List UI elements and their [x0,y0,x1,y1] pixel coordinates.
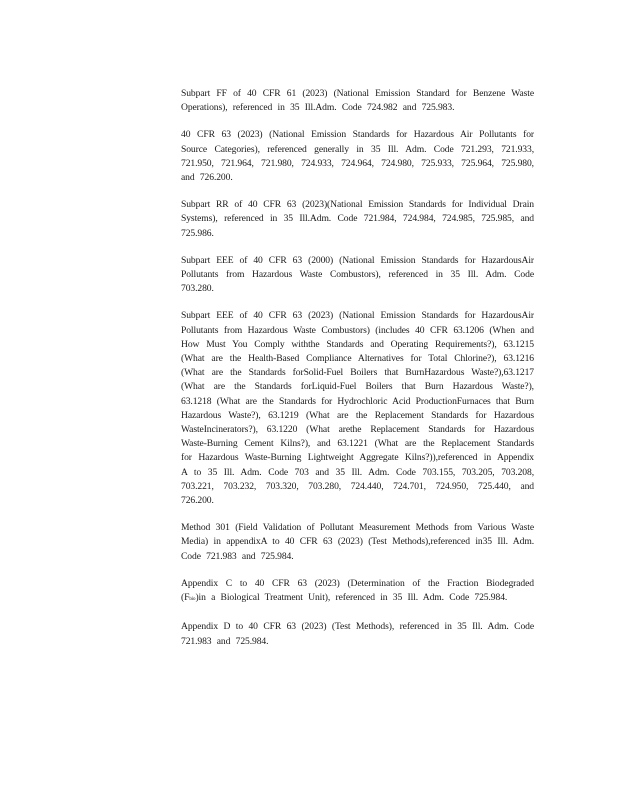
paragraph-subpart-eee-2023: Subpart EEE of 40 CFR 63 (2023) (National Emission Standards for HazardousAir Pollutants from Hazardous Waste Combustors) (includes 40 CFR 63.1206 (When and How Must You Comply withthe Standards and Operating Requirements?), 63.1215 (What are the Health-Based Compliance Alternatives for Total Chlorine?), 63.1216 (What are the Standards forSolid-Fuel Boilers that BurnHazardous Waste?),63.1217 (What are the Standards forLiquid-Fuel Boilers that Burn Hazardous Waste?), 63.1218 (What are the Standards for Hydrochloric Acid ProductionFurnaces that Burn Hazardous Waste?), 63.1219 (What are the Replacement Standards for Hazardous WasteIncinerators?), 63.1220 (What arethe Replacement Standards for Hazardous Waste-Burning Cement Kilns?), and 63.1221 (What are the Replacement Standards for Hazardous Waste-Burning Lightweight Aggregate Kilns?)),referenced in Appendix A to 35 Ill. Adm. Code 703 and 35 Ill. Adm. Code 703.155, 703.205, 703.208, 703.221, 703.232, 703.320, 703.280, 724.440, 724.701, 724.950, 725.440, and 726.200. [181,310,534,507]
appendix-c-text-before: Appendix C to 40 CFR 63 (2023) (Determination of the Fraction Biodegraded (F [181,577,534,604]
appendix-c-text-after: )in a Biological Treatment Unit), referenced in 35 Ill. Adm. Code 725.984. [195,592,508,604]
paragraph-method-301: Method 301 (Field Validation of Pollutant Measurement Methods from Various Waste Media) in appendixA to 40 CFR 63 (2023) (Test Methods),referenced in35 Ill. Adm. Code 721.983 and 725.984. [181,522,534,562]
paragraph-appendix-c [181,577,534,607]
paragraph-subpart-ff: Subpart FF of 40 CFR 61 (2023) (National Emission Standard for Benzene Waste Operations), referenced in 35 Ill.Adm. Code 724.982 and 725.983. [181,88,534,114]
appendix-c-subscript: bio [189,597,196,603]
paragraph-subpart-rr: Subpart RR of 40 CFR 63 (2023)(National Emission Standards for Individual Drain Systems), referenced in 35 Ill.Adm. Code 721.984, 724.984, 724.985, 725.985, and 725.986. [181,199,534,239]
paragraph-40cfr63: 40 CFR 63 (2023) (National Emission Standards for Hazardous Air Pollutants for Source Categories), referenced generally in 35 Ill. Adm. Code 721.293, 721.933, 721.950, 721.964, 721.980, 724.933, 724.964, 724.980, 725.933, 725.964, 725.980, and 726.200. [181,129,534,184]
document-body [181,87,534,662]
paragraph-subpart-eee-2000: Subpart EEE of 40 CFR 63 (2000) (National Emission Standards for HazardousAir Pollutants from Hazardous Waste Combustors), referenced in 35 Ill. Adm. Code 703.280. [181,254,534,295]
paragraph-appendix-d: Appendix D to 40 CFR 63 (2023) (Test Methods), referenced in 35 Ill. Adm. Code 721.983 and 725.984. [181,621,534,647]
